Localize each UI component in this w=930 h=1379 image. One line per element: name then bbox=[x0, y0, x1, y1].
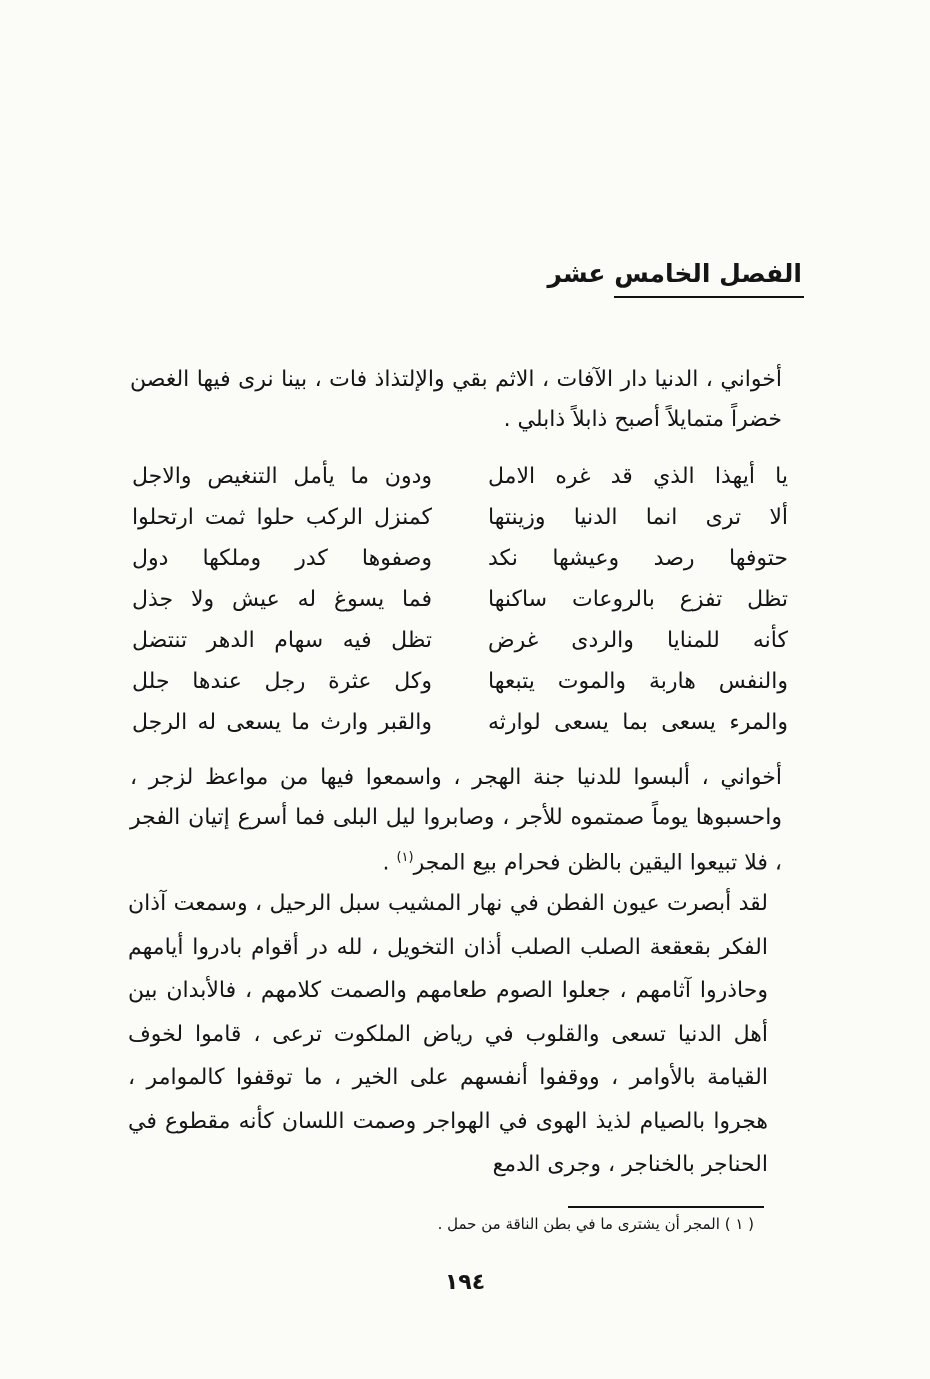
verse-second-hemistich: تظل فيه سهام الدهر تنتضل bbox=[132, 628, 432, 653]
verse-first-hemistich: يا أيهذا الذي قد غره الامل bbox=[488, 464, 788, 489]
verse-first-hemistich: حتوفها رصد وعيشها نكد bbox=[488, 546, 788, 571]
verse-second-hemistich: وكل عثرة رجل عندها جلل bbox=[132, 669, 432, 694]
poem-verse bbox=[132, 538, 788, 579]
verse-second-hemistich: كمنزل الركب حلوا ثمت ارتحلوا bbox=[132, 505, 432, 530]
opening-paragraph: أخواني ، الدنيا دار الآفات ، الاثم بقي والإلتذاذ فات ، بينا نرى فيها الغصن خضراً متمايلاً أصبح ذابلاً ذابلي . bbox=[130, 367, 782, 432]
poem-verse bbox=[132, 661, 788, 702]
chapter-title: الفصل الخامس عشر bbox=[547, 259, 802, 288]
exhortation-end: . bbox=[382, 850, 397, 876]
page-number: ١٩٤ bbox=[444, 1270, 486, 1295]
verse-second-hemistich: فما يسوغ له عيش ولا جذل bbox=[132, 587, 432, 612]
verse-first-hemistich: ألا ترى انما الدنيا وزينتها bbox=[488, 505, 788, 530]
verse-first-hemistich: تظل تفزع بالروعات ساكنها bbox=[488, 587, 788, 612]
footnote-reference: (١) bbox=[396, 850, 414, 865]
verse-first-hemistich: كأنه للمنايا والردى غرض bbox=[488, 628, 788, 653]
poem-verse bbox=[132, 702, 788, 743]
verse-second-hemistich: والقبر وارث ما يسعى له الرجل bbox=[132, 710, 432, 735]
poem-verse bbox=[132, 497, 788, 538]
footnote-divider bbox=[568, 1206, 764, 1208]
poem-verse bbox=[132, 456, 788, 497]
exhortation-paragraph bbox=[130, 758, 782, 883]
verse-second-hemistich: وصفوها كدر وملكها دول bbox=[132, 546, 432, 571]
poem-verse bbox=[132, 620, 788, 661]
verse-second-hemistich: ودون ما يأمل التنغيص والاجل bbox=[132, 464, 432, 489]
poem bbox=[132, 456, 788, 743]
body-paragraph: لقد أبصرت عيون الفطن في نهار المشيب سبل الرحيل ، وسمعت آذان الفكر بقعقعة الصلب الصلب أذان التخويل ، لله در أقوام بادروا أيامهم وحاذروا آثامهم ، جعلوا الصوم طعامهم والصمت كلامهم ، فالأبدان بين أهل الدنيا تسعى والقلوب في رياض الملكوت ترعى ، قاموا لخوف القيامة بالأوامر ، ووقفوا أنفسهم على الخير ، ما توقفوا كالموامر ، هجروا بالصيام لذيذ الهوى في الهواجر وصمت اللسان كأنه مقطوع في الحناجر بالخناجر ، وجرى الدمع bbox=[128, 891, 768, 1177]
footnote: ( ١ ) المجر أن يشترى ما في بطن الناقة من حمل . bbox=[437, 1215, 754, 1233]
poem-verse bbox=[132, 579, 788, 620]
verse-first-hemistich: والمرء يسعى بما يسعى لوارثه bbox=[488, 710, 788, 735]
exhortation-text: أخواني ، ألبسوا للدنيا جنة الهجر ، واسمعوا فيها من مواعظ لزجر ، واحسبوها يوماً صمتموه للأجر ، وصابروا ليل البلى فما أسرع إتيان الفجر ، فلا تبيعوا اليقين بالظن فحرام بيع المجر bbox=[130, 765, 782, 876]
title-underline bbox=[614, 296, 804, 298]
verse-first-hemistich: والنفس هاربة والموت يتبعها bbox=[488, 669, 788, 694]
